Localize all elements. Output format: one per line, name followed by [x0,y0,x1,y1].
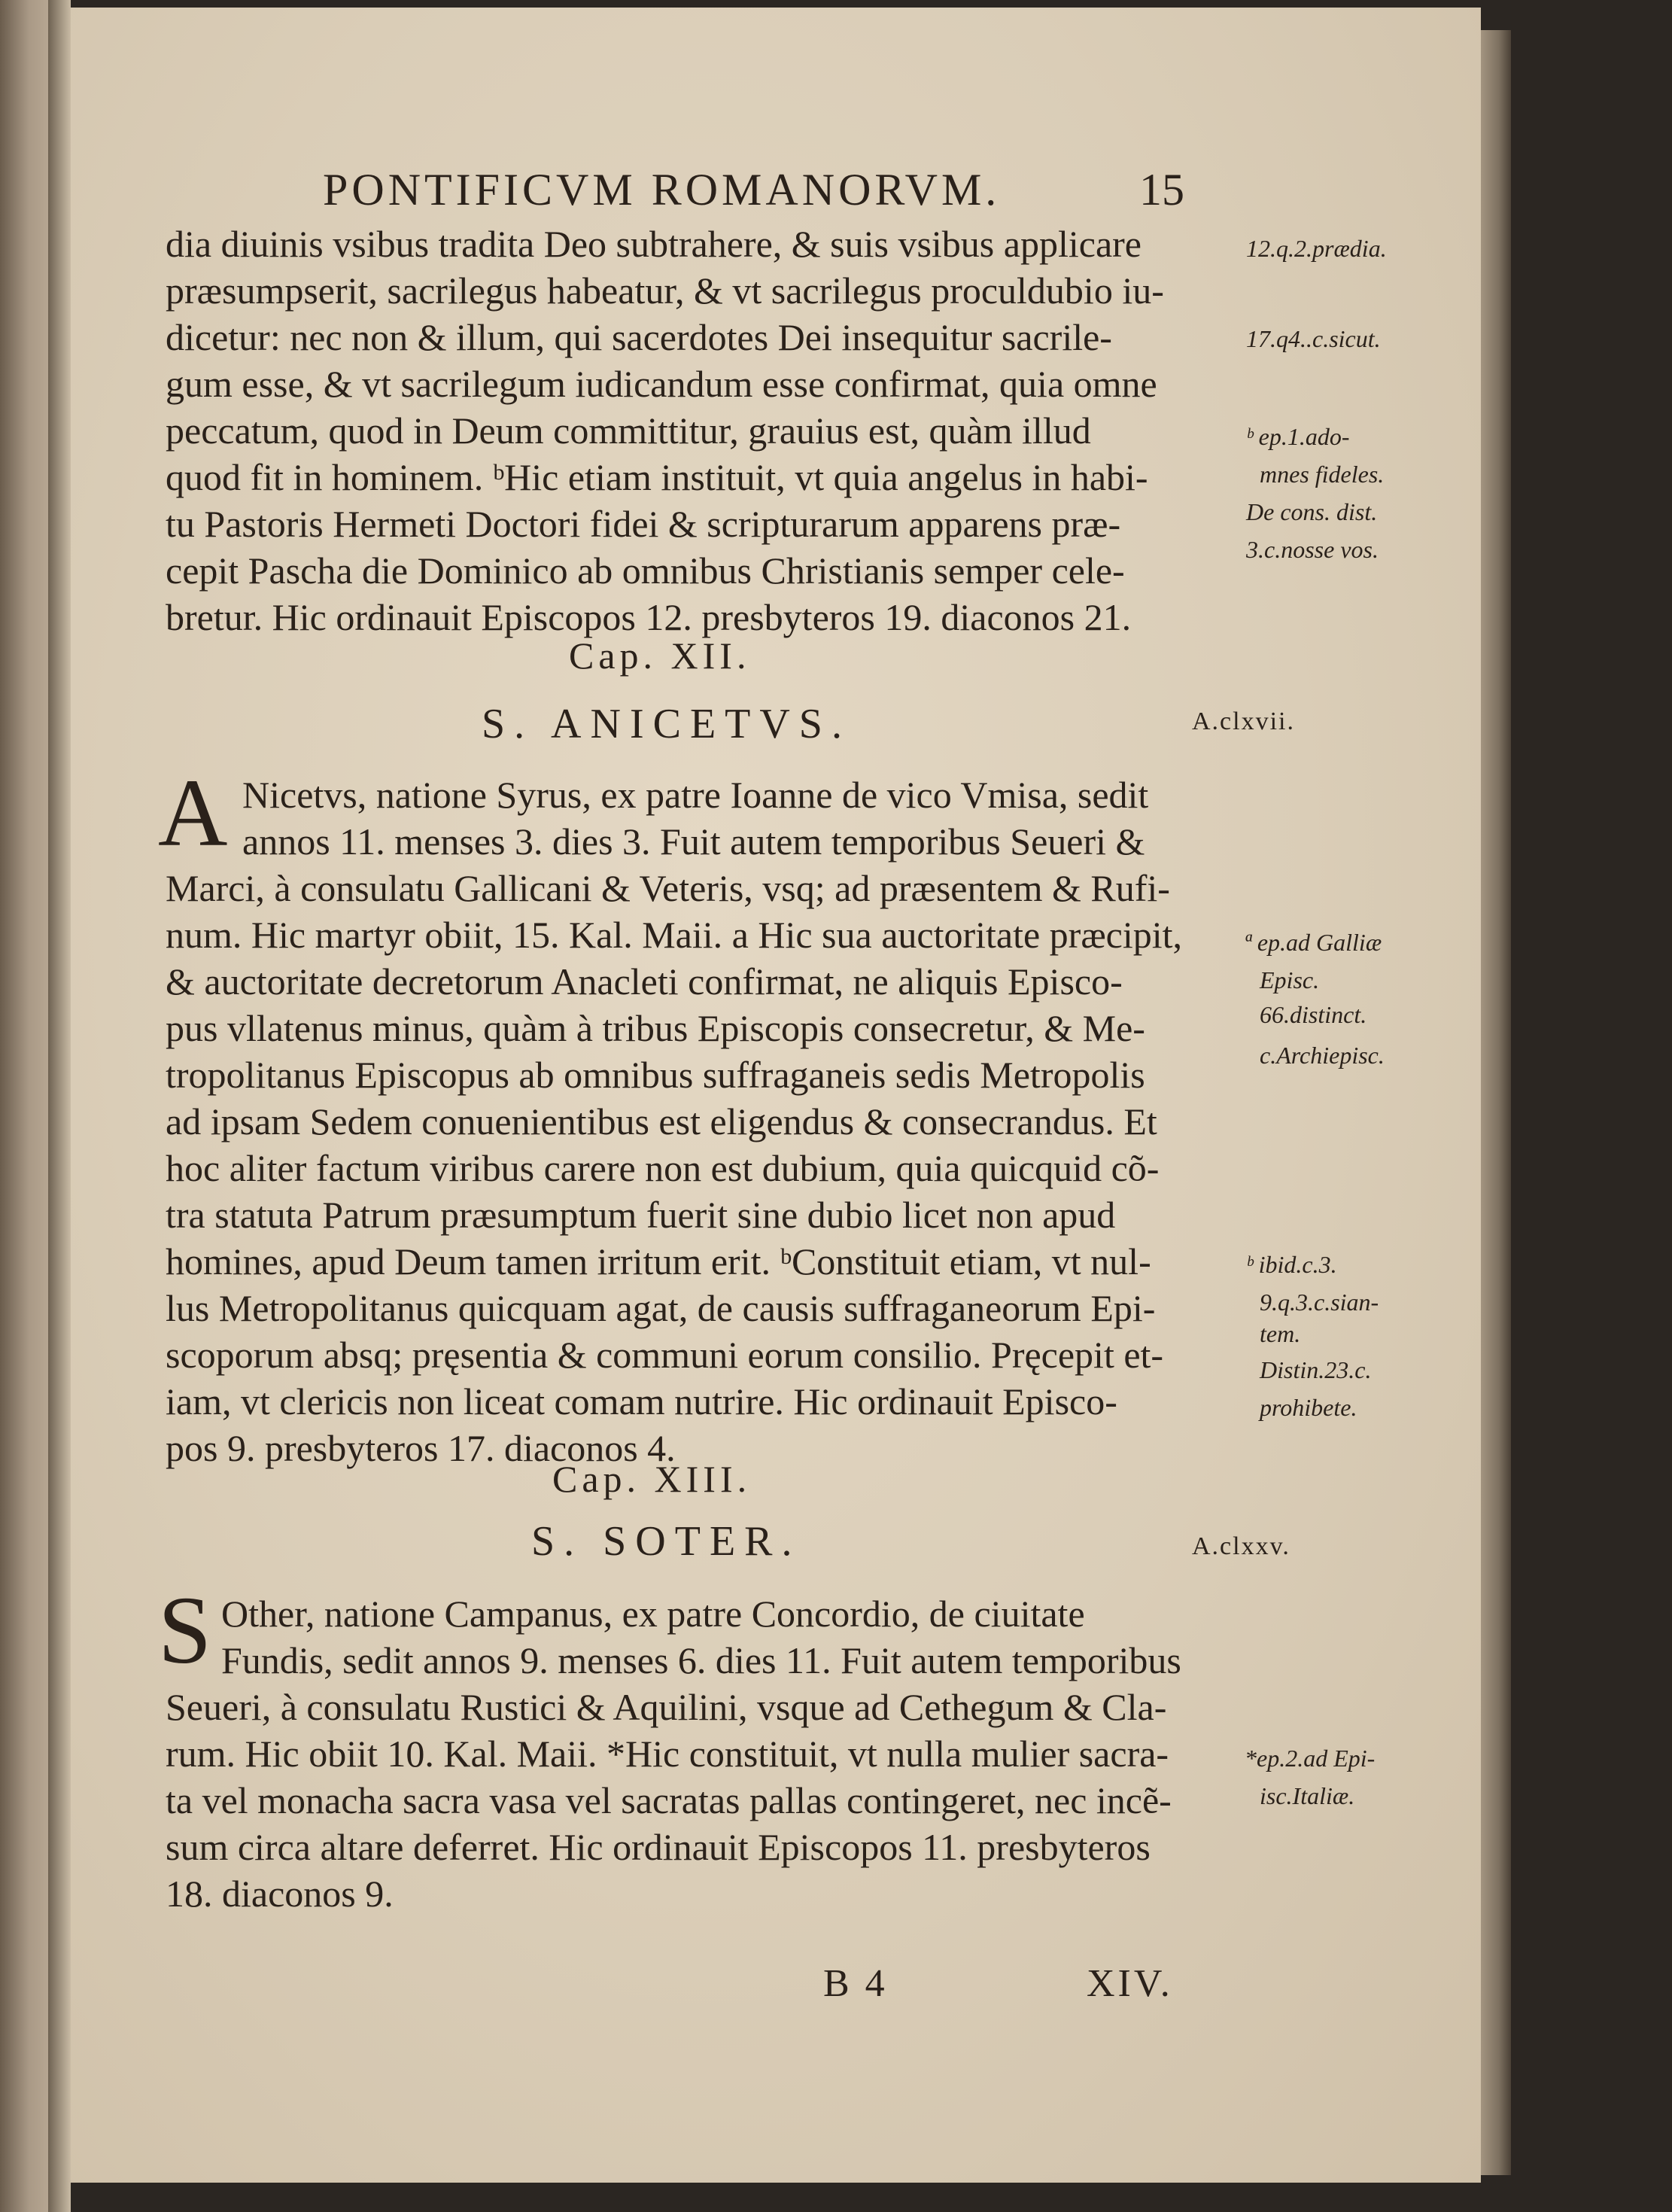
text-line: rum. Hic obiit 10. Kal. Maii. *Hic constituit, vt nulla mulier sacra- [166,1733,1169,1775]
text-line: Marci, à consulatu Gallicani & Veteris, vsq; ad præsentem & Rufi- [166,867,1170,909]
text-line: & auctoritate decretorum Anacleti confirmat, ne aliquis Episco- [166,960,1123,1003]
text-line: hoc aliter factum viribus carere non est dubium, quia quicquid cõ- [166,1147,1160,1189]
year-note: A.clxxv. [1192,1532,1290,1560]
text-line: quod fit in hominem. ᵇHic etiam instituit, vt quia angelus in habi- [166,456,1148,498]
text-line: pos 9. presbyteros 17. diaconos 4. [166,1427,676,1469]
chapter-heading: Cap. XIII. [552,1458,752,1500]
text-line: ta vel monacha sacra vasa vel sacratas pallas contingeret, nec incẽ- [166,1779,1172,1821]
text-line: Seueri, à consulatu Rustici & Aquilini, vsque ad Cethegum & Cla- [166,1686,1167,1728]
text-line: præsumpserit, sacrilegus habeatur, & vt sacrilegus proculdubio iu- [166,269,1164,312]
margin-note: 12.q.2.prædia. [1246,235,1387,262]
text-line: num. Hic martyr obiit, 15. Kal. Maii. a Hic sua auctoritate præcipit, [166,914,1183,956]
text-line: tropolitanus Episcopus ab omnibus suffraganeis sedis Metropolis [166,1054,1145,1096]
text-line: dicetur: nec non & illum, qui sacerdotes Dei insequitur sacrile- [166,316,1112,358]
running-title: PONTIFICVM ROMANORVM. [323,165,1001,215]
margin-note: isc.Italiæ. [1260,1782,1355,1809]
signature-mark: B 4 [823,1962,888,2005]
catchword: XIV. [1087,1962,1173,2005]
text-line: homines, apud Deum tamen irritum erit. ᵇConstituit etiam, vt nul- [166,1240,1151,1282]
margin-note: ᵇ ep.1.ado- [1246,423,1350,450]
text-line: pus vllatenus minus, quàm à tribus Episcopis consecretur, & Me- [166,1007,1145,1049]
text-line: gum esse, & vt sacrilegum iudicandum esse confirmat, quia omne [166,363,1157,405]
margin-note: 17.q4..c.sicut. [1246,325,1381,352]
text-line: iam, vt clericis non liceat comam nutrire. Hic ordinauit Episco- [166,1380,1117,1422]
text-line: Nicetvs, natione Syrus, ex patre Ioanne de vico Vmisa, sedit [242,774,1149,816]
margin-note: Episc. [1260,966,1320,993]
year-note: A.clxvii. [1192,707,1295,735]
left-page-edge [0,0,48,2212]
text-line: scoporum absq; pręsentia & communi eorum consilio. Pręcepit et- [166,1334,1164,1376]
margin-note: tem. [1260,1320,1301,1347]
text-line: tu Pastoris Hermeti Doctori fidei & scripturarum apparens præ- [166,503,1121,545]
page-fore-edge [1481,30,1511,2175]
margin-note: 9.q.3.c.sian- [1260,1289,1379,1316]
chapter-title: S. SOTER. [531,1518,801,1565]
margin-note: 66.distinct. [1260,1001,1367,1028]
drop-capital: A [158,759,228,866]
margin-note: prohibete. [1260,1394,1357,1421]
margin-note: ª ep.ad Galliæ [1245,929,1382,956]
book-page [71,8,1481,2183]
margin-note: Distin.23.c. [1260,1356,1372,1383]
text-line: Other, natione Campanus, ex patre Concordio, de ciuitate [221,1593,1085,1635]
margin-note: mnes fideles. [1260,461,1385,488]
text-line: ad ipsam Sedem conuenientibus est eligendus & consecrandus. Et [166,1100,1157,1143]
page-number: 15 [1139,165,1184,215]
drop-capital: S [158,1577,212,1684]
margin-note: 3.c.nosse vos. [1246,536,1379,563]
text-line: sum circa altare deferret. Hic ordinauit Episcopos 11. presbyteros [166,1826,1151,1868]
margin-note: De cons. dist. [1246,498,1378,525]
text-line: lus Metropolitanus quicquam agat, de causis suffraganeorum Epi- [166,1287,1156,1329]
text-line: peccatum, quod in Deum committitur, grauius est, quàm illud [166,409,1091,452]
text-line: annos 11. menses 3. dies 3. Fuit autem temporibus Seueri & [242,820,1145,863]
margin-note: c.Archiepisc. [1260,1042,1385,1069]
chapter-heading: Cap. XII. [569,634,751,677]
text-line: cepit Pascha die Dominico ab omnibus Christianis semper cele- [166,549,1125,592]
text-line: 18. diaconos 9. [166,1873,394,1915]
margin-note: *ep.2.ad Epi- [1245,1745,1376,1772]
chapter-title: S. ANICETVS. [482,701,851,747]
text-line: Fundis, sedit annos 9. menses 6. dies 11. Fuit autem temporibus [221,1639,1181,1681]
text-line: bretur. Hic ordinauit Episcopos 12. presbyteros 19. diaconos 21. [166,596,1132,638]
text-line: tra statuta Patrum præsumptum fuerit sine dubio licet non apud [166,1194,1116,1236]
margin-note: ᵇ ibid.c.3. [1246,1251,1337,1278]
book-gutter [48,0,71,2212]
text-line: dia diuinis vsibus tradita Deo subtrahere, & suis vsibus applicare [166,223,1142,265]
